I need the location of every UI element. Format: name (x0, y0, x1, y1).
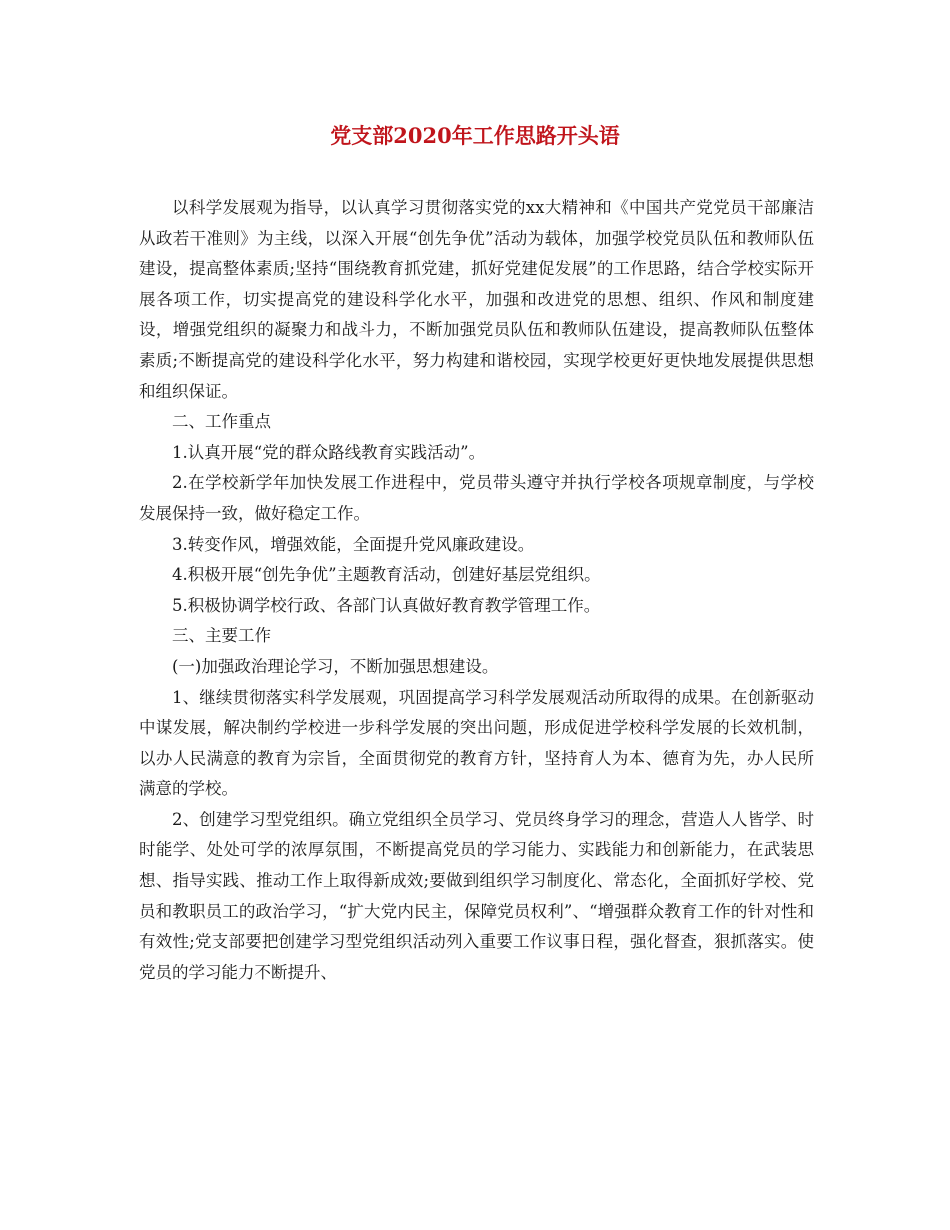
list-item-focus-2: 2.在学校新学年加快发展工作进程中，党员带头遵守并执行学校各项规章制度，与学校发展保持一致，做好稳定工作。 (139, 473, 814, 523)
subheading-political-study: (一)加强政治理论学习，不断加强思想建设。 (172, 656, 499, 676)
paragraph-intro: 以科学发展观为指导，以认真学习贯彻落实党的xx大精神和《中国共产党党员干部廉洁从政若干准则》为主线，以深入开展“创先争优”活动为载体，加强学校党员队伍和教师队伍建设，提高整体素质;坚持“围绕教育抓党建，抓好党建促发展”的工作思路，结合学校实际开展各项工作，切实提高党的建设科学化水平，加强和改进党的思想、组织、作风和制度建设，增强党组织的凝聚力和战斗力，不断加强党员队伍和教师队伍建设，提高教师队伍整体素质;不断提高党的建设科学化水平，努力构建和谐校园，实现学校更好更快地发展提供思想和组织保证。 (139, 198, 814, 401)
document-body (139, 193, 814, 988)
document-title: 党支部2020年工作思路开头语 (330, 123, 620, 148)
list-item-focus-3: 3.转变作风，增强效能，全面提升党风廉政建设。 (172, 534, 535, 554)
heading-work-focus: 二、工作重点 (172, 412, 271, 432)
list-item-focus-5: 5.积极协调学校行政、各部门认真做好教育教学管理工作。 (172, 595, 601, 615)
list-item-focus-1: 1.认真开展“党的群众路线教育实践活动”。 (172, 442, 486, 462)
paragraph-main-work-2: 2、创建学习型党组织。确立党组织全员学习、党员终身学习的理念，营造人人皆学、时时能学、处处可学的浓厚氛围，不断提高党员的学习能力、实践能力和创新能力，在武装思想、指导实践、推动工作上取得新成效;要做到组织学习制度化、常态化，全面抓好学校、党员和教职员工的政治学习，“扩大党内民主，保障党员权利”、“增强群众教育工作的针对性和有效性;党支部要把创建学习型党组织活动列入重要工作议事日程，强化督查，狠抓落实。使党员的学习能力不断提升、 (139, 809, 814, 982)
paragraph-main-work-1: 1、继续贯彻落实科学发展观，巩固提高学习科学发展观活动所取得的成果。在创新驱动中谋发展，解决制约学校进一步科学发展的突出问题，形成促进学校科学发展的长效机制，以办人民满意的教育为宗旨，全面贯彻党的教育方针，坚持育人为本、德育为先，办人民所满意的学校。 (139, 687, 814, 799)
heading-main-work: 三、主要工作 (172, 626, 271, 646)
list-item-focus-4: 4.积极开展“创先争优”主题教育活动，创建好基层党组织。 (172, 565, 601, 585)
